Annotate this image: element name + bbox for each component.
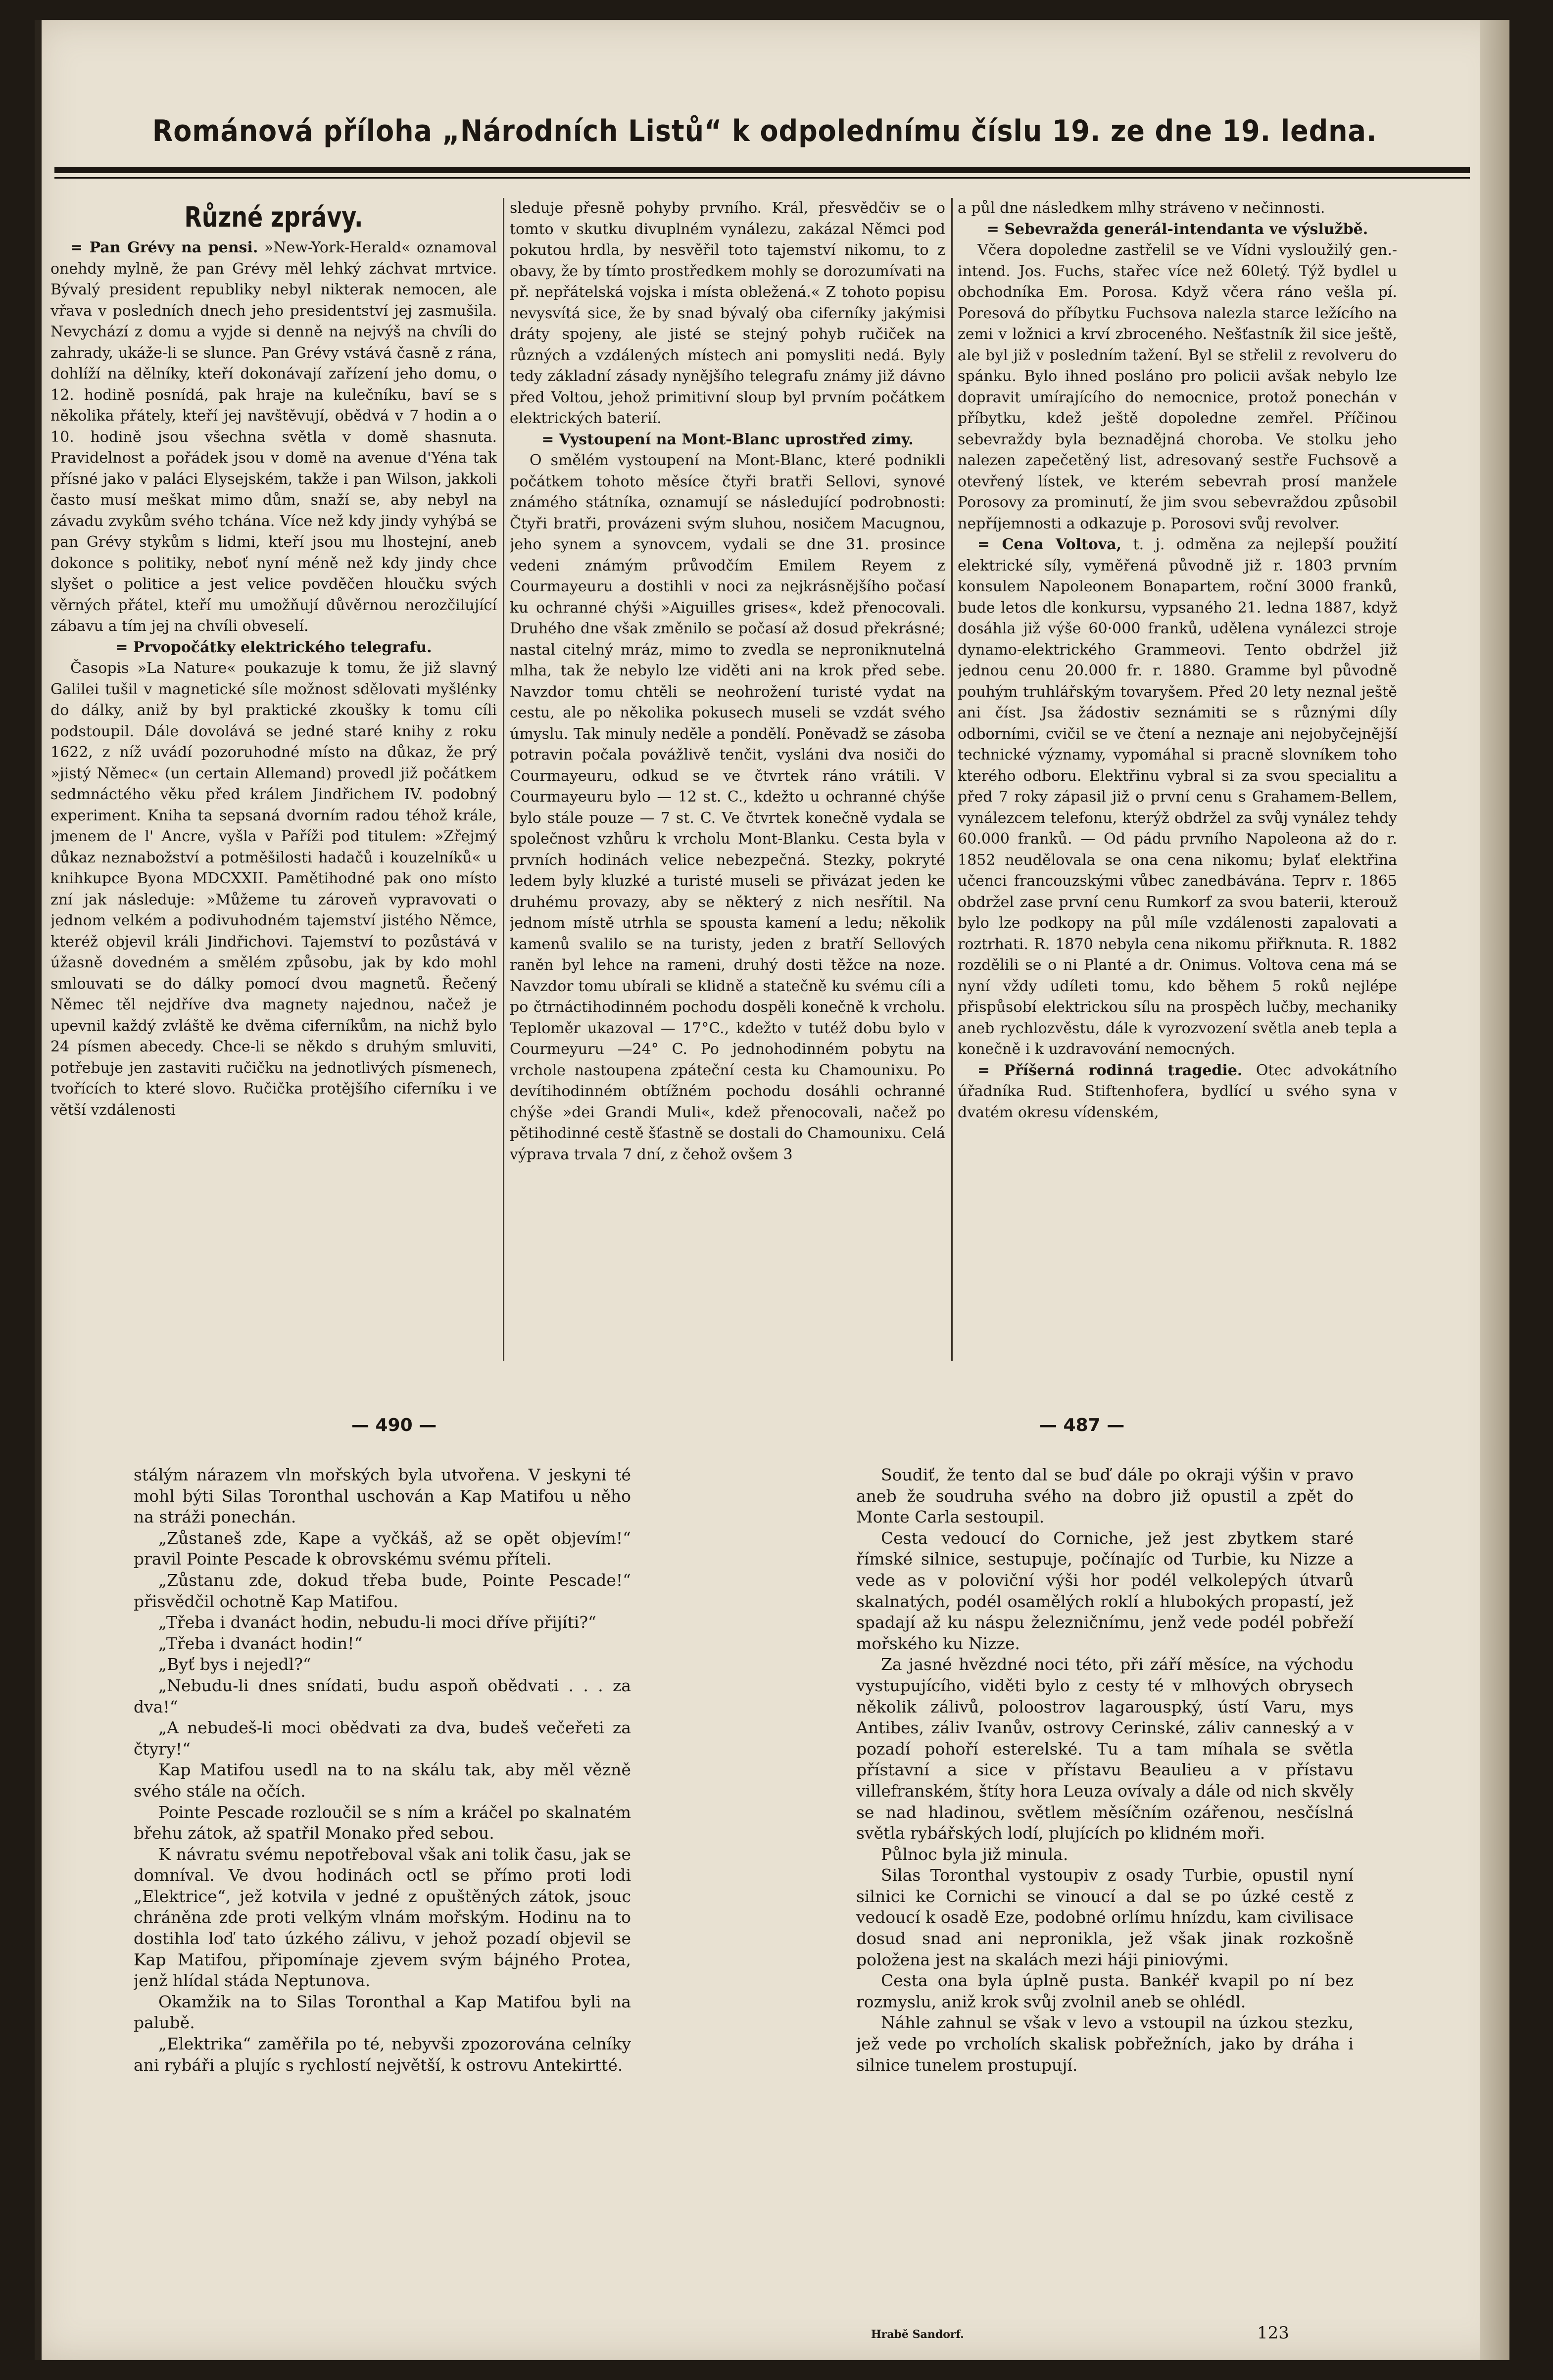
paragraph: Cesta vedoucí do Corniche, jež jest zbytkem staré římské silnice, sestupuje, počínajíc od Turbie, ku Nizze a vede as v poloviční výši hor podél velkolepých útvarů skalnatých, podél osamělých roklí a hlubokých propastí, jež spadají až ku náspu železničnímu, jenž vede podél pobřeží mořského ku Nizze.	[856, 1528, 1354, 1653]
paragraph: K návratu svému nepotřeboval však ani tolik času, jak se domníval. Ve dvou hodinách octl se přímo proti lodi „Elektrice“, jež kotvila v jedné z opuštěných zátok, jsouc chráněna zde proti velkým vlnám mořským. Hodinu na to dostihla loď tato úzkého zálivu, v jehož pozadí objevil se Kap Matifou, připomínaje zjevem svým bájného Protea, jenž hlídal stáda Neptunova.	[134, 1844, 631, 1991]
article-title: = Prvopočátky elektrického telegrafu.	[115, 638, 432, 656]
column-divider	[503, 198, 504, 1361]
column-3	[958, 198, 1397, 1371]
masthead-rule	[54, 167, 1470, 173]
page-left-edge	[35, 20, 42, 2360]
article-text: t. j. odměna za nejlepší použití elektrické síly, vyměřená původně již r. 1803 prvním konsulem Napoleonem Bonapartem, roční 3000 franků, bude letos dle konkursu, vypsaného 21. ledna 1887, když dosáhla již výše 60·000 franků, udělena vynálezci stroje dynamo-elektrického Grammeovi. Tento obdržel již jednou cenu 20.000 fr. r. 1880. Gramme byl původně pouhým truhlářským tovaryšem. Před 20 lety neznal ještě ani číst. Jsa žádostiv seznámiti se s různými díly odborními, cvičil se ve čtení a neznaje ani nejobyčejnější technické významy, vypomáhal si pracně slovníkem toho kterého odboru. Elektřinu vybral si za svou specialitu a před 7 roky zápasil již o první cenu s Grahamem-Bellem, vynálezcem telefonu, kterýž obdržel za svůj vynález tehdy 60.000 franků. — Od pádu prvního Napoleona až do r. 1852 neudělovala se ona cena nikomu; bylať elektřina učenci francouzskými vůbec zanedbávána. Teprv r. 1865 obdržel zase první cenu Rumkorf za svou baterii, kterouž bylo lze podkopy na půl míle vzdálenosti zapalovati a roztrhati. R. 1870 nebyla cena nikomu přiřknuta. R. 1882 rozdělili se o ni Planté a dr. Onimus. Voltova cena má se nyní vždy udíleti tomu, kdo během 5 roků nejlépe přispůsobí elektrickou sílu na prospěch lučby, mechaniky aneb rychlozvěstu, dále k vyrozvození světla aneb tepla a konečně i k uzdravování nemocných.	[958, 536, 1397, 1058]
paragraph: Náhle zahnul se však v levo a vstoupil na úzkou stezku, jež vede po vrcholích skalisk pobřežních, jako by dráha i silnice tunelem prostupují.	[856, 2013, 1354, 2075]
paragraph: „Třeba i dvanáct hodin, nebudu-li moci dříve přijíti?“	[158, 1613, 596, 1632]
column-divider	[951, 198, 953, 1361]
paragraph: stálým nárazem vln mořských byla utvořena. V jeskyni té mohl býti Silas Toronthal uschován a Kap Matifou u něho na stráži ponechán.	[134, 1465, 631, 1527]
article-title: = Příšerná rodinná tragedie.	[977, 1061, 1243, 1079]
paragraph: „A nebudeš-li moci obědvati za dva, budeš večeřeti za čtyry!“	[134, 1718, 631, 1759]
paragraph: Půlnoc byla již minula.	[881, 1844, 1068, 1864]
sheet-page-number: 123	[1257, 2323, 1289, 2343]
page-right-edge	[1480, 20, 1509, 2360]
novel-page-left	[134, 1465, 631, 2316]
masthead: Románová příloha „Národních Listů“ k odpolednímu číslu 19. ze dne 19. ledna.	[152, 114, 1377, 148]
article-text: Včera dopoledne zastřelil se ve Vídni vysloužilý gen.-intend. Jos. Fuchs, stařec více než 60letý. Týž bydlel u obchodníka Em. Porosa. Když včera ráno vešla pí. Poresová do příbytku Fuchsova nalezla starce ležícího na zemi v ložnici a krví zbroceného. Nešťastník žil sice ještě, ale byl již v posledním tažení. Byl se střelil z revolveru do spánku. Bylo ihned posláno pro policii avšak nebylo lze dopravit umírajícího do nemocnice, protož ponechán v příbytku, kdež ještě dopoledne zemřel. Příčinou sebevraždy byla beznadějná choroba. Ve stolku jeho nalezen zapečetěný list, adresovaný sestře Fuchsově a otevřený lístek, ve kterém sebevrah prosí manžele Porosovy za prominutí, že jim svou sebevraždou způsobil nepříjemnosti a odkazuje p. Porosovi svůj revolver.	[958, 241, 1397, 532]
article-text: O smělém vystoupení na Mont-Blanc, které podnikli počátkem tohoto měsíce čtyři bratři Sellovi, synové známého státníka, oznamují se následující podrobnosti: Čtyři bratři, provázeni svým sluhou, nosičem Macugnou, jeho synem a synovcem, vydali se dne 31. prosince vedeni známým průvodčím Emilem Reyem z Courmayeuru a dostihli v noci za nejkrásnějšího počasí ku ochranné chýši »Aiguilles grises«, kdež přenocovali. Druhého dne však změnilo se počasí až dosud překrásné; nastal citelný mráz, mimo to zvedla se neproniknutelná mlha, tak že nebylo lze viděti ani na krok před sebe. Navzdor tomu chtěli se neohrožení turisté vydat na cestu, ale po několika pokusech museli se vzdát svého úmyslu. Tak minuly neděle a pondělí. Poněvadž se zásoba potravin počala povážlivě tenčit, vysláni dva nosiči do Courmayeuru, odkud se ve čtvrtek ráno vrátili. V Courmayeuru bylo — 12 st. C., kdežto u ochranné chýše bylo stále pouze — 7 st. C. Ve čtvrtek konečně vydala se společnost vzhůru k vrcholu Mont-Blanku. Cesta byla v prvních hodinách velice nebezpečná. Stezky, pokryté ledem byly kluzké a turisté museli se přivázat jeden ke druhému provazy, aby se některý z nich nesřítil. Na jednom místě utrhla se spousta kamení a ledu; několik kamenů svalilo se na turisty, jeden z bratří Sellových raněn byl lehce na rameni, druhý dosti těžce na noze. Navzdor tomu ubírali se klidně a statečně ku svému cíli a po čtrnáctihodinném pochodu dospěli konečně k vrcholu. Teploměr ukazoval — 17°C., kdežto v tutéž dobu bylo v Courmeyuru —24° C. Po jednohodinném pobytu na vrchole nastoupena zpáteční cesta ku Chamounixu. Po devítihodinném obtížném pochodu dosáhli ochranné chýše »dei Grandi Muli«, kdež přenocovali, načež po pětihodinné cestě šťastně se dostali do Chamounixu. Celá výprava trvala 7 dní, z čehož ovšem 3	[510, 452, 945, 1163]
section-heading: Různé zprávy.	[184, 201, 363, 234]
article	[50, 238, 497, 637]
paragraph: Za jasné hvězdné noci této, při září měsíce, na východu vystupujícího, viděti bylo z cesty té v mlhových obrysech několik zálivů, poloostrov lagarouspký, ústí Varu, mys Antibes, záliv Ivanův, ostrovy Cerinské, záliv canneský a v pozadí pohoří esterelské. Tu a tam míhala se světla přístavní a sice v přístavu Beaulieu a v přístavu villefranském, štíty hora Leuza ovívaly a dále od nich skvěly se nad hladinou, světlem měsíčním ozářenou, nesčíslná světla rybářských lodí, plujících po klidném moři.	[856, 1655, 1354, 1843]
column-2	[510, 198, 945, 1371]
column-1	[50, 198, 497, 1371]
newspaper-page	[35, 20, 1509, 2360]
article	[958, 1060, 1397, 1124]
paragraph: Kap Matifou usedl na to na skálu tak, aby měl vězně svého stále na očích.	[134, 1760, 631, 1801]
page-number-right: — 487 —	[1039, 1415, 1125, 1435]
article-text: Otec advokátního úřadníka Rud. Stiftenhofera, bydlící u svého syna v dvatém okresu vídenském,	[958, 1061, 1397, 1121]
article	[958, 534, 1397, 1060]
paragraph: „Byť bys i nejedl?“	[158, 1655, 311, 1674]
article-text: Časopis »La Nature« poukazuje k tomu, že již slavný Galilei tušil v magnetické síle možnost sdělovati myšlénky do dálky, aniž by byl praktické zkoušky k tomu cíli podstoupil. Dále dovolává se jedné staré knihy z roku 1622, z níž uvádí pozoruhodné místo na důkaz, že prý »jistý Němec« (un certain Allemand) provedl již počátkem sedmnáctého věku před králem Jindřichem IV. podobný experiment. Kniha ta sepsaná dvorním radou téhož krále, jmenem de l' Ancre, vyšla v Paříži pod titulem: »Zřejmý důkaz neznabožství a potměšilosti hadačů i kouzelníků« u knihkupce Byona MDCXXII. Pamětihodné pak ono místo zní jak následuje: »Můžeme tu zároveň vypravovati o jednom velkém a podivuhodném tajemství jistého Němce, kteréž objevil králi Jindřichovi. Tajemství to pozůstává v úžasně dovedném a smělém způsobu, jak by kdo mohl smlouvati se do dálky pomocí dvou magnetů. Řečený Němec těl nejdříve dva magnety najednou, načež je upevnil každý zvláště ke dvěma ciferníkům, na nichž bylo 24 písmen abecedy. Chce-li se někdo s druhým smluviti, potřebuje jen zastaviti ručičku na jednotlivých písmenech, tvořících to které slovo. Ručička protějšího ciferníku i ve větší vzdálenosti	[50, 660, 497, 1119]
article-text: »New-York-Herald« oznamoval onehdy mylně, že pan Grévy měl lehký záchvat mrtvice. Bývalý president republiky nebyl nikterak nemocen, ale vřava v posledních dnech jeho presidentství jej zasmušila. Nevychází z domu a vyjde si denně na nejvýš na chvíli do zahrady, ukáže-li se slunce. Pan Grévy vstává časně z rána, dohlíží na dělníky, kteří dokonávají zařízení jeho domu, o 12. hodině posnídá, pak hraje na kulečníku, baví se s několika přátely, kteří jej navštěvují, obědvá v 7 hodin a o 10. hodině jsou všechna světla v domě shasnuta. Pravidelnost a pořádek jsou v domě na avenue d'Yéna tak přísné jako v paláci Elysejském, takže i pan Wilson, jakkoli často musí meškat mimo dům, snaží se, aby nebyl na závadu zvykům svého tchána. Více než kdy jindy vyhýbá se pan Grévy stykům s lidmi, kteří jsou mu lhostejní, aneb dokonce s politiky, neboť nyní méně než kdy jindy chce slyšet o politice a jest velice povděčen hloučku svých věrných přátel, kteří mu umožňují důvěrnou nerozčilující zábavu a tím jej na chvíli obveselí.	[50, 239, 497, 635]
paragraph: Pointe Pescade rozloučil se s ním a kráčel po skalnatém břehu zátok, až spatřil Monako před sebou.	[134, 1802, 631, 1843]
paragraph: „Nebudu-li dnes snídati, budu aspoň obědvati . . . za dva!“	[134, 1675, 631, 1716]
paragraph: „Třeba i dvanáct hodin!“	[158, 1633, 363, 1653]
article-title: = Cena Voltova,	[977, 536, 1122, 553]
novel-page-right	[856, 1465, 1354, 2316]
paragraph: Silas Toronthal vystoupiv z osady Turbie, opustil nyní silnici ke Cornichi se vinoucí a dal se po úzké cestě z vedoucí k osadě Eze, podobné orlímu hnízdu, kam civilisace dosud snad ani nepronikla, jež však jinak rozkošně položena jest na skalách mezi háji piniovými.	[856, 1865, 1354, 1969]
paragraph: Soudiť, že tento dal se buď dále po okraji výšin v pravo aneb že soudruha svého na dobro již opustil a zpět do Monte Carla sestoupil.	[856, 1465, 1354, 1527]
article-title: = Vystoupení na Mont-Blanc uprostřed zimy.	[541, 430, 914, 448]
paragraph: „Zůstanu zde, dokud třeba bude, Pointe Pescade!“ přisvědčil ochotně Kap Matifou.	[134, 1570, 631, 1611]
article-text: a půl dne následkem mlhy stráveno v nečinnosti.	[958, 199, 1325, 217]
novel-title-footer: Hrabě Sandorf.	[871, 2328, 964, 2341]
article-title: = Pan Grévy na pensi.	[70, 239, 258, 256]
masthead-rule-thin	[54, 177, 1470, 179]
paragraph: Okamžik na to Silas Toronthal a Kap Matifou byli na palubě.	[134, 1992, 631, 2033]
paragraph: „Elektrika“ zaměřila po té, nebyvši zpozorována celníky ani rybáři a plujíc s rychlostí největší, k ostrovu Antekirtté.	[134, 2034, 631, 2075]
article-text: sleduje přesně pohyby prvního. Král, přesvědčiv se o tomto v skutku divuplném vynálezu, zakázal Němci pod pokutou hrdla, by nesvěřil toto tajemství nikomu, to z obavy, že by tímto prostředkem mohly se dorozumívati na př. nepřátelská vojska i místa obležená.« Z tohoto popisu nevysvítá sice, že by snad bývalý oba ciferníky jakýmisi dráty spojeny, ale jisté se stejný pohyb ručiček na různých a vzdálených místech ani pomysliti nedá. Byly tedy základní zásady nynějšího telegrafu známy již dávno před Voltou, jehož primitivní sloup byl prvním počátkem elektrických baterií.	[510, 199, 945, 427]
article-title: = Sebevražda generál-intendanta ve výslužbě.	[986, 220, 1368, 238]
paragraph: Cesta ona byla úplně pusta. Bankéř kvapil po ní bez rozmyslu, aniž krok svůj zvolnil aneb se ohlédl.	[856, 1971, 1354, 2011]
page-number-left: — 490 —	[351, 1415, 437, 1435]
paragraph: „Zůstaneš zde, Kape a vyčkáš, až se opět objevím!“ pravil Pointe Pescade k obrovskému svému příteli.	[134, 1528, 631, 1569]
